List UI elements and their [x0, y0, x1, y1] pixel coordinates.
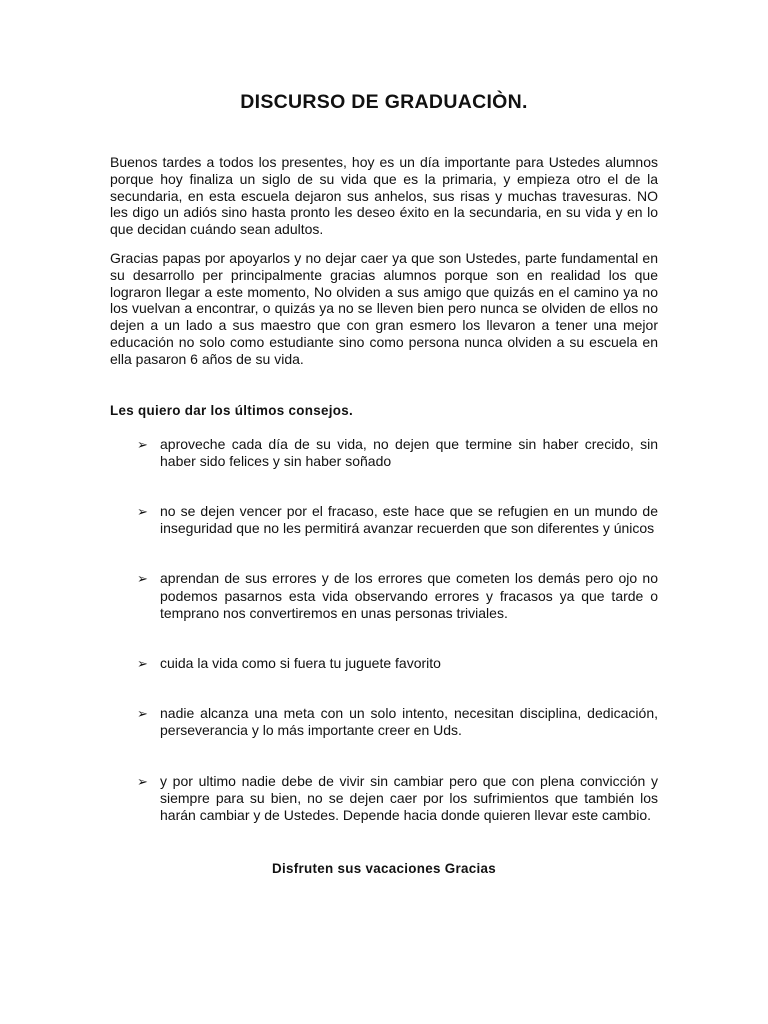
arrowhead-bullet-icon: ➢ [137, 773, 148, 789]
document-title: DISCURSO DE GRADUACIÒN. [240, 91, 528, 113]
paragraph-greeting: Buenos tardes a todos los presentes, hoy es un día importante para Ustedes alumnos porque hoy finaliza un siglo de su vida que es la primaria, y empieza otro el de la secundaria, en esta escuela dejaron sus anhelos, sus risas y muchas travesuras. NO les digo un adiós sino hasta pronto les deseo éxito en la secundaria, en su vida y en lo que decidan cuándo sean adultos. [110, 154, 658, 238]
list-item-text: no se dejen vencer por el fracaso, este hace que se refugien en un mundo de inseguridad que no les permitirá avanzar recuerden que son diferentes y únicos [160, 502, 658, 537]
list-item [110, 773, 658, 825]
list-item-text: y por ultimo nadie debe de vivir sin cambiar pero que con plena convicción y siempre para su bien, no se dejen caer por los sufrimientos que también los harán cambiar y de Ustedes. Depende hacia donde quieren llevar este cambio. [160, 772, 658, 823]
advice-list [110, 436, 658, 825]
document-page [110, 88, 658, 878]
closing-line: Disfruten sus vacaciones Gracias [272, 861, 496, 877]
arrowhead-bullet-icon: ➢ [137, 503, 148, 519]
arrowhead-bullet-icon: ➢ [137, 571, 148, 587]
list-item [110, 655, 658, 672]
arrowhead-bullet-icon: ➢ [137, 655, 148, 671]
list-item-text: nadie alcanza una meta con un solo intento, necesitan disciplina, dedicación, perseverancia y lo más importante creer en Uds. [160, 705, 658, 739]
list-item [110, 436, 658, 470]
list-item-text: aprendan de sus errores y de los errores que cometen los demás pero ojo no podemos pasarnos esta vida observando errores y fracasos ya que tarde o temprano nos convertiremos en unas personas triviales. [160, 570, 658, 621]
list-item [110, 570, 658, 622]
list-item-text: aproveche cada día de su vida, no dejen que termine sin haber crecido, sin haber sido felices y sin haber soñado [160, 435, 658, 469]
list-item-text: cuida la vida como si fuera tu juguete favorito [160, 654, 441, 671]
list-item [110, 503, 658, 537]
arrowhead-bullet-icon: ➢ [137, 706, 148, 722]
list-item [110, 705, 658, 739]
paragraph-thanks: Gracias papas por apoyarlos y no dejar caer ya que son Ustedes, parte fundamental en su desarrollo per principalmente gracias alumnos porque son en realidad los que lograron llegar a este momento, No olviden a sus amigo que quizás en el camino ya no los vuelvan a encontrar, o quizás ya no se lleven bien pero nunca se olviden de ellos no dejen a un lado a sus maestro que con gran esmero los llevaron a tener una mejor educación no solo como estudiante sino como persona nunca olviden a su escuela en ella pasaron 6 años de su vida. [110, 249, 658, 367]
advice-heading: Les quiero dar los últimos consejos. [110, 402, 353, 418]
arrowhead-bullet-icon: ➢ [137, 436, 148, 452]
